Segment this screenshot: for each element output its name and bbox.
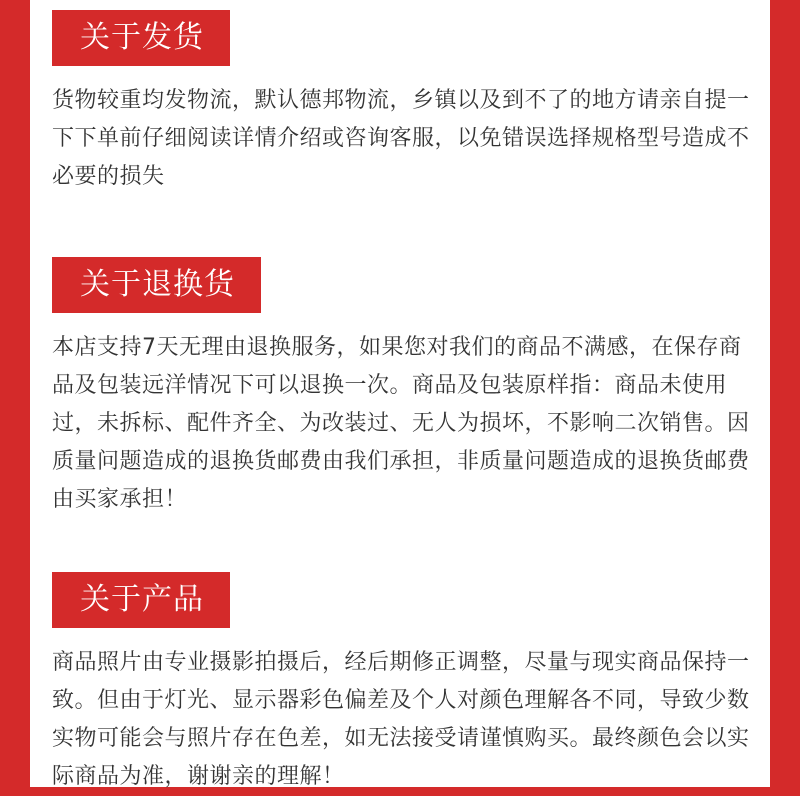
product-section-title: 关于产品 (52, 572, 230, 628)
shipping-section-title: 关于发货 (52, 10, 230, 66)
returns-section-text: 本店支持7天无理由退换服务，如果您对我们的商品不满感，在保存商品及包装远洋情况下可以退换一次。商品及包装原样指：商品未使用过，未拆标、配件齐全、为改装过、无人为损坏，不影响二次销售。因质量问题造成的退换货邮费由我们承担，非质量问题造成的退换货邮费由买家承担！ (52, 335, 750, 512)
product-section (52, 572, 756, 796)
shipping-section (52, 10, 756, 196)
returns-section-title: 关于退换货 (52, 257, 261, 313)
left-red-border (0, 0, 30, 787)
shipping-section-text: 货物较重均发物流，默认德邦物流，乡镇以及到不了的地方请亲自提一下下单前仔细阅读详情介绍或咨询客服，以免错误选择规格型号造成不必要的损失 (52, 88, 750, 189)
right-red-border (770, 0, 800, 787)
returns-section (52, 257, 756, 519)
product-section-text: 商品照片由专业摄影拍摄后，经后期修正调整，尽量与现实商品保持一致。但由于灯光、显示器彩色偏差及个人对颜色理解各不同，导致少数实物可能会与照片存在色差，如无法接受请谨慎购买。最终颜色会以实际商品为准，谢谢亲的理解！ (52, 650, 750, 789)
content-card (30, 0, 770, 787)
